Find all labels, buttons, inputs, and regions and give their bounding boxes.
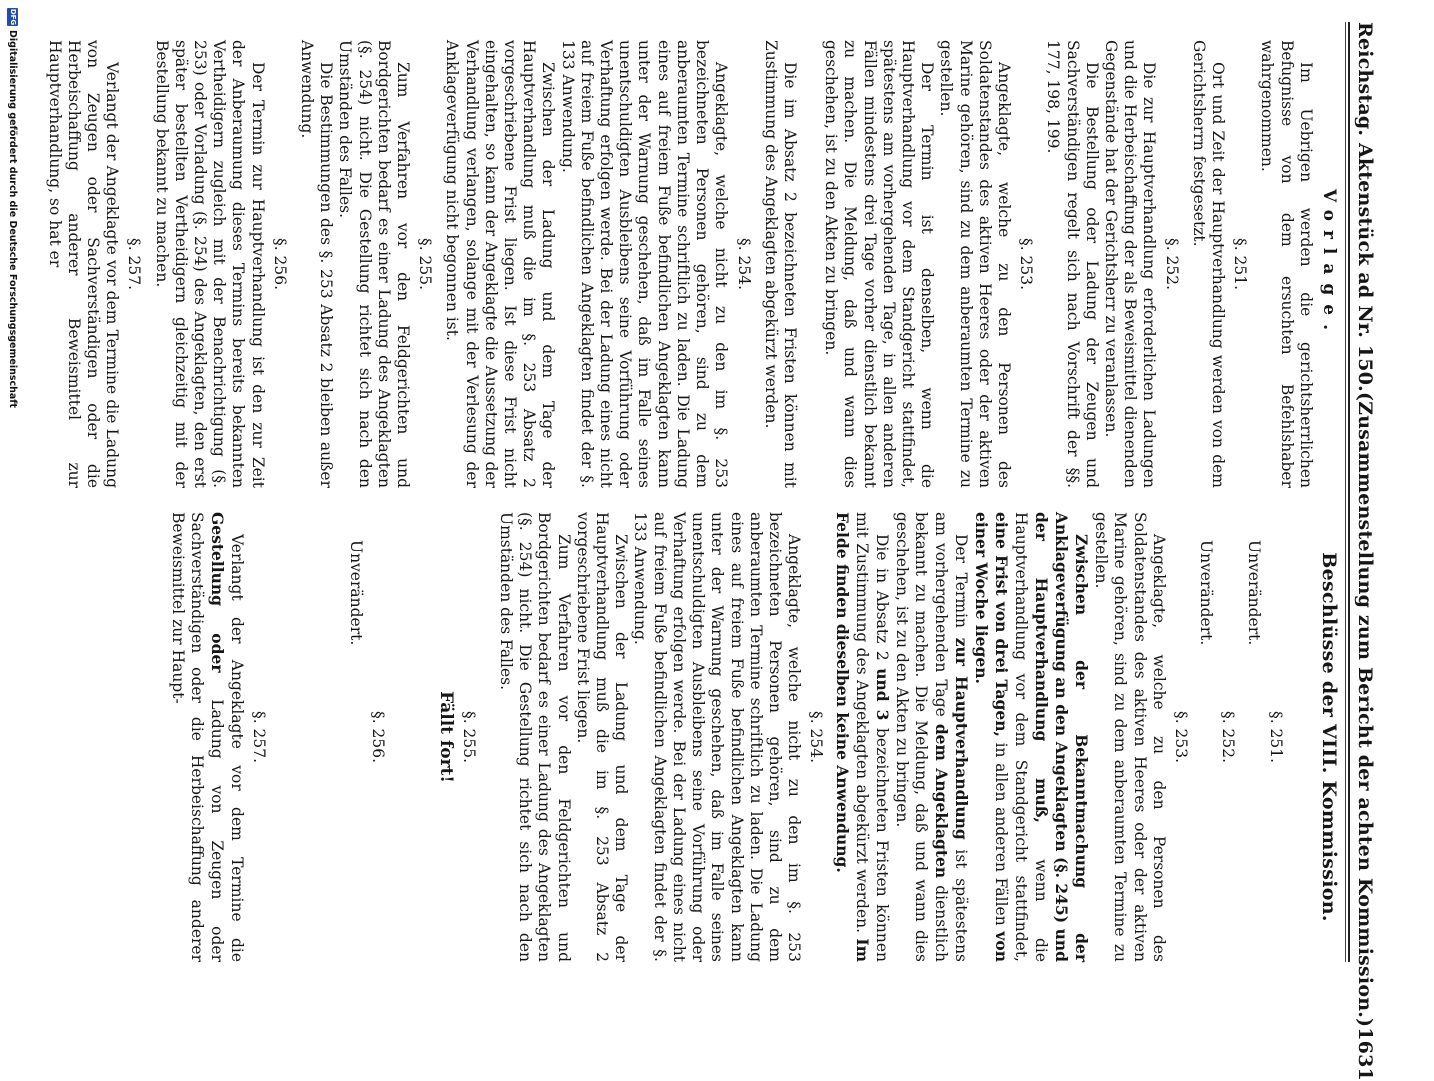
section-title-257: §. 257.	[125, 237, 144, 291]
amendment-text-4: ist spätestens am vorhergehenden Tage	[931, 512, 970, 963]
section-title-253: §. 253.	[1017, 237, 1036, 291]
section-254-para-2: Zwischen der Ladung und dem Tage der Hauptverhandlung muß die im §. 253 Absatz 2 vorgeschriebene Frist liegen. Ist diese Frist nicht eingehalten, so kann der Angeklagte die Aussetzung der Verhandlung verlangen, solange mit der Verlesung der Anklageverfügung nicht begonnen ist.	[443, 40, 558, 488]
right-section-254-para-3: Zum Verfahren vor den Feldgerichten und Bordgerichten bedarf es einer Ladung des Angeklagten (§. 254) nicht. Die Gestellung richtet sich nach den Umständen des Falles.	[497, 512, 573, 962]
section-title-251: §. 251.	[1231, 237, 1250, 291]
right-section-253-para-3	[892, 512, 971, 962]
amendment-bold-6: und 3	[872, 668, 892, 721]
header-rule-thick	[1348, 22, 1350, 962]
digitization-footer	[7, 0, 18, 1008]
amendment-text-9: Ladung von Zeugen oder Sachverständigen oder die Herbeischaffung anderer Beweismittel zur Haupt-	[169, 512, 226, 962]
left-column-heading: Vorlage.	[1319, 188, 1339, 340]
right-section-253-para-4	[831, 512, 892, 962]
header-rule-thin	[1345, 22, 1346, 962]
section-253-para-3: Die im Absatz 2 bezeichneten Fristen können mit Zustimmung des Angeklagten abgekürzt werden.	[761, 40, 799, 488]
right-section-title-255: §. 255.	[459, 710, 478, 764]
amendment-bold-8: Gestellung oder	[207, 512, 227, 673]
section-255-para-2: Die Bestimmungen des §. 253 Absatz 2 bleiben außer Anwendung.	[298, 40, 336, 488]
section-253-para-1: Angeklagte, welche zu den Personen des Soldatenstandes des aktiven Heeres oder der aktiven Marine gehören, sind zu dem anberaumten Termine zu gestellen.	[937, 40, 1013, 488]
right-section-title-252: §. 252.	[1219, 710, 1238, 764]
right-section-255-deleted: Fällt fort!	[435, 691, 456, 783]
header-center: (Zusammenstellung zum Bericht der achten Kommission.)	[1354, 391, 1376, 1028]
section-title-256: §. 256.	[270, 237, 289, 291]
section-256-para-1: Der Termin zur Hauptverhandlung ist den zur Zeit der Anberaumung dieses Termins bereits bekannten Vertheidigern zugleich mit der Benachrichtigung (§. 253) oder Vorladung (§. 254) des Angeklagten, den erst später bestellten Vertheidigern gleichzeitig mit der Bestellung bekannt zu machen.	[152, 40, 267, 488]
right-section-256-text: Unverändert.	[347, 540, 366, 646]
right-section-title-257: §. 257.	[250, 710, 269, 764]
amendment-text-1: wenn die Hauptverhandlung vor dem Standgericht stattfindet,	[1012, 512, 1050, 962]
right-section-title-253: §. 253.	[1171, 710, 1190, 764]
amendment-text-3: Der Termin	[951, 534, 970, 638]
right-section-252-text: Unverändert.	[1197, 540, 1216, 646]
right-section-257-para-1	[168, 512, 246, 962]
page-number: 1631	[1354, 1027, 1376, 1081]
amendment-bold-5: dem Angeklagten	[931, 723, 951, 879]
section-title-255: §. 255.	[416, 237, 435, 291]
amendment-bold-2: eine Frist von drei Tagen,	[992, 512, 1012, 737]
amendment-text-2: in allen anderen Fällen	[992, 736, 1011, 932]
amendment-text-5: dienstlich bekannt zu machen. Die Meldung, daß und wann dies geschehen, ist zu den Akten zu bringen.	[893, 512, 950, 962]
left-column-vorlage	[44, 40, 1338, 488]
header-left: Reichstag. Aktenstück ad Nr. 150.	[1354, 22, 1376, 392]
right-section-title-251: §. 251.	[1266, 710, 1285, 764]
section-252-para-1: Die zur Hauptverhandlung erforderlichen Ladungen und die Herbeischaffung der als Beweismittel dienenden Gegenstände hat der Gerichtsherr zu veranlassen.	[1101, 40, 1159, 488]
section-title-252: §. 252.	[1162, 237, 1181, 291]
amendment-bold-1: Zwischen der Bekanntmachung der Anklageverfügung an den Angeklagten (§. 245) und der Hauptverhandlung muß,	[1031, 512, 1091, 962]
footer-text: Digitalisierung gefördert durch die Deutsche Forschungsgemeinschaft	[7, 30, 18, 408]
dfg-logo-icon: DFG	[9, 8, 17, 26]
section-255-para-1: Zum Verfahren vor den Feldgerichten und Bordgerichten bedarf es einer Ladung des Angeklagten (§. 254) nicht. Die Gestellung richtet sich nach den Umständen des Falles.	[336, 40, 413, 488]
right-section-title-254: §. 254.	[807, 710, 826, 764]
section-254-para-1: Angeklagte, welche nicht zu den im §. 253 bezeichneten Personen gehören, sind zu dem anberaumten Termine schriftlich zu laden. Die Ladung eines auf freiem Fuße befindlichen Angeklagten kann unter der Warnung geschehen, daß im Falle seines unentschuldigten Ausbleibens seine Vorführung oder Verhaftung erfolgen werde. Bei der Ladung eines nicht auf freiem Fuße befindlichen Angeklagten findet der §. 133 Anwendung.	[558, 40, 731, 488]
amendment-bold-4: zur Hauptverhandlung	[951, 637, 971, 840]
right-column-heading: Beschlüsse der VIII. Kommission.	[1318, 552, 1340, 922]
section-252-para-2: Die Bestellung oder Ladung der Zeugen und Sachverständigen regelt sich nach Vorschrift der §§. 177, 198, 199.	[1044, 40, 1101, 488]
right-section-254-para-1: Angeklagte, welche nicht zu den im §. 253 bezeichneten Personen gehören, sind zu dem anberaumten Termine schriftlich zu laden. Die Ladung eines auf freiem Fuße befindlichen Angeklagten kann unter der Warnung geschehen, daß im Falle seines unentschuldigten Ausbleibens seine Vorführung oder Verhaftung erfolgen werde. Bei der Ladung eines nicht auf freiem Fuße befindlichen Angeklagten findet der §. 133 Anwendung.	[631, 512, 804, 962]
right-section-251-text: Unverändert.	[1244, 540, 1263, 646]
right-section-254-para-2: Zwischen der Ladung und dem Tage der Hauptverhandlung muß die im §. 253 Absatz 2 vorgeschriebene Frist liegen.	[573, 512, 631, 962]
right-section-253-para-2	[971, 512, 1091, 962]
section-title-254: §. 254.	[734, 237, 753, 291]
amendment-bold-3: von einer Woche liegen.	[971, 512, 1012, 962]
right-column-beschluesse	[168, 512, 1338, 962]
right-section-253-para-1: Angeklagte, welche zu den Personen des Soldatenstandes des aktiven Heeres oder der aktiven Marine gehören, sind zu dem anberaumten Termine zu gestellen.	[1092, 512, 1168, 962]
right-section-title-256: §. 256.	[369, 710, 388, 764]
amendment-text-7: bezeichneten Fristen können mit Zustimmung des Angeklagten abgekürzt werden.	[852, 512, 891, 962]
intro-paragraph: Im Uebrigen werden die gerichtsherrlichen Befugnisse von dem ersuchten Befehlshaber wahrgenommen.	[1258, 40, 1315, 488]
amendment-bold-7: Im Felde finden dieselben keine Anwendung.	[832, 512, 872, 962]
section-251-text: Ort und Zeit der Hauptverhandlung werden von dem Gerichtsherrn festgesetzt.	[1189, 40, 1227, 488]
amendment-text-8: Verlangt der Angeklagte vor dem Termine die	[227, 534, 246, 962]
page-header	[1354, 22, 1384, 1081]
amendment-text-6: Die in Absatz 2	[872, 534, 891, 669]
section-257-para-1: Verlangt der Angeklagte vor dem Termine die Ladung von Zeugen oder Sachverständigen oder die Herbeischaffung anderer Beweismittel zur Hauptverhandlung, so hat er	[45, 40, 122, 488]
section-253-para-2: Der Termin ist denselben, wenn die Hauptverhandlung vor dem Standgericht stattfindet, spätestens am vorhergehenden Tage, in allen anderen Fällen mindestens drei Tage vorher dienstlich bekannt zu machen. Die Meldung, daß und wann dies geschehen, ist zu den Akten zu bringen.	[822, 40, 937, 488]
